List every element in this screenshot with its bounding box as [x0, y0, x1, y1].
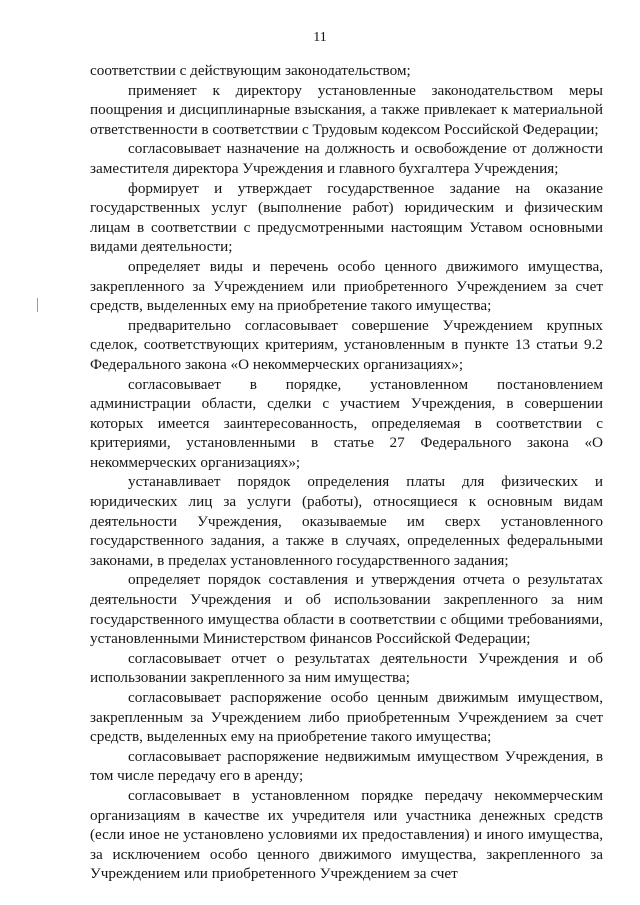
paragraph-service-fees: устанавливает порядок определения платы для физических и юридических лиц за услуги (работы), относящиеся к основным видам деятельности Учреждения, оказываемые им сверх установленного государственного задания, а также в случаях, определенных федеральными законами, в пределах установленного государственного задания;: [90, 473, 603, 569]
scan-margin-mark: [37, 298, 38, 312]
paragraph-interested-transactions: согласовывает в порядке, установленном постановлением администрации области, сделки с участием Учреждения, в совершении которых имеется заинтересованность, определяемая в соответствии с критериями, установленными в статье 27 Федерального закона «О некоммерческих организациях»;: [90, 375, 603, 471]
paragraph-deputy-appointment: согласовывает назначение на должность и освобождение от должности заместителя директора Учреждения и главного бухгалтера Учреждения;: [90, 140, 603, 177]
paragraph-transfer-to-nonprofits: согласовывает в установленном порядке передачу некоммерческим организациям в качестве их учредителя или участника денежных средств (если иное не установлено условиями их предоставления) и иного имущества, за исключением особо ценного движимого имущества, закрепленного за Учреждением или приобретенного Учреждением за счет: [90, 786, 603, 883]
paragraph-report-approval: согласовывает отчет о результатах деятельности Учреждения и об использовании закрепленного за ним имущества;: [90, 649, 603, 687]
paragraph-valuable-property: определяет виды и перечень особо ценного движимого имущества, закрепленного за Учреждением или приобретенного Учреждением за счет средств, выделенных ему на приобретение такого имущества;: [90, 257, 603, 315]
paragraph-major-transactions: предварительно согласовывает совершение Учреждением крупных сделок, соответствующих критериям, установленным в пункте 13 статьи 9.2 Федерального закона «О некоммерческих организациях»;: [90, 316, 603, 373]
paragraph-state-assignment: формирует и утверждает государственное задание на оказание государственных услуг (выполнение работ) юридическим и физическим лицам в соответствии с предусмотренными настоящим Уставом основными видами деятельности;: [90, 179, 603, 256]
paragraph-report-procedure: определяет порядок составления и утверждения отчета о результатах деятельности Учреждения и об использовании закрепленного за ним государственного имущества области в соответствии с общими требованиями, установленными Министерством финансов Российской Федерации;: [90, 571, 603, 648]
page-number: 11: [313, 30, 327, 45]
paragraph-incentives-penalties: применяет к директору установленные законодательством меры поощрения и дисциплинарные взыскания, а также привлекает к материальной ответственности в соответствии с Трудовым кодексом Российской Федерации;: [90, 81, 603, 138]
document-body: [90, 61, 603, 884]
paragraph-movable-property-disposal: согласовывает распоряжение особо ценным движимым имуществом, закрепленным за Учреждением либо приобретенным Учреждением за счет средств, выделенных ему на приобретение такого имущества;: [90, 689, 603, 746]
paragraph-continuation: соответствии с действующим законодательством;: [90, 62, 411, 79]
paragraph-real-estate-disposal: согласовывает распоряжение недвижимым имуществом Учреждения, в том числе передачу его в аренду;: [90, 747, 603, 785]
